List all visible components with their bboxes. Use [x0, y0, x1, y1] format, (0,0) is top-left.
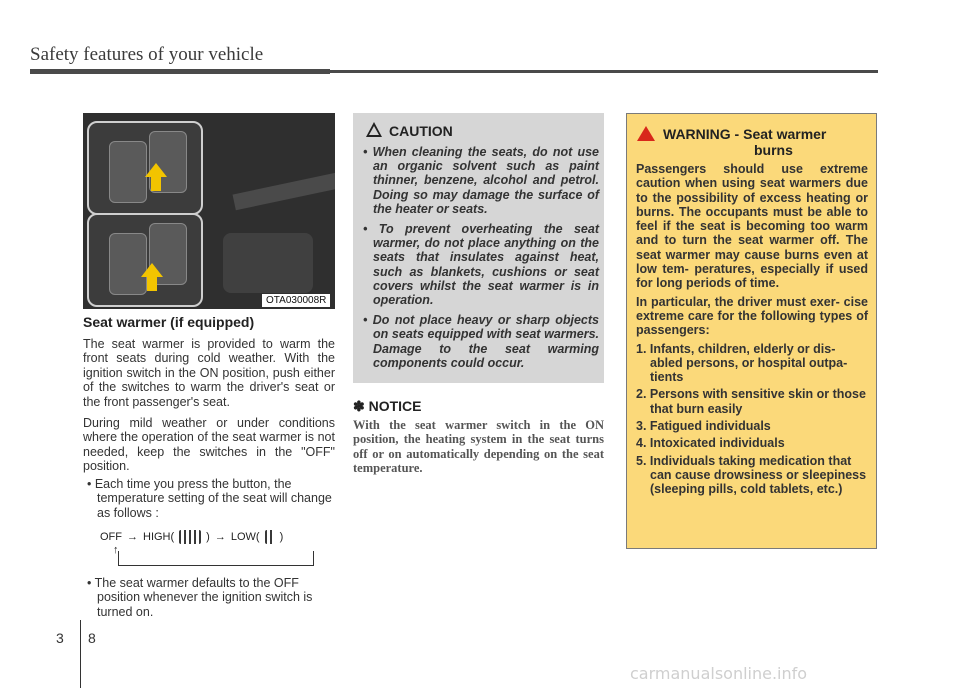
switch-inset-top	[87, 121, 203, 215]
caution-item: • To prevent overheating the seat warmer, do not place anything on the seats that insulates against heat, such as blankets, cushions or seat covers whilst the seat warmer is in operation.	[363, 222, 599, 308]
seat-warmer-photo	[83, 113, 335, 309]
seq-off: OFF	[100, 531, 122, 543]
page-number: 8	[88, 630, 96, 646]
setting-sequence	[100, 530, 283, 544]
seq-low: LOW(	[230, 531, 260, 543]
warning-box	[626, 113, 877, 549]
notice-title: ✽ NOTICE	[353, 398, 422, 414]
heat-high-icon	[179, 530, 201, 544]
switch-inset-bottom	[87, 213, 203, 307]
list-item: 3. Fatigued individuals	[636, 419, 771, 434]
chapter-title: Safety features of your vehicle	[30, 44, 264, 65]
arrow-up-icon	[141, 263, 163, 277]
warning-subtitle: burns	[754, 142, 793, 158]
warning-title: WARNING - Seat warmer	[663, 126, 827, 142]
seq-high-close: )	[206, 531, 210, 543]
seq-arrow: →	[214, 531, 226, 543]
seq-high: HIGH(	[143, 531, 175, 543]
page-number-rule	[80, 620, 81, 688]
heat-low-icon	[265, 530, 275, 544]
warning-paragraph: Passengers should use extreme caution when using seat warmers due to the possibility of excess heating or burns. The occupants must be able to feel if the seat is becoming too warm and to turn the seat warmer off. The seat warmer may cause burns even at low tem- peratures, especially if used for long periods of time.	[636, 162, 868, 291]
caution-item: • When cleaning the seats, do not use an organic solvent such as paint thinner, benzene, alcohol and petrol. Doing so may damage the surface of the heater or seats.	[363, 145, 599, 216]
seq-arrow: →	[127, 531, 138, 543]
paragraph: During mild weather or under conditions where the operation of the seat warmer is not needed, keep the switches in the "OFF" position.	[83, 416, 335, 474]
sequence-loop-arrow: ↑	[113, 544, 119, 556]
warning-body	[636, 162, 868, 500]
paragraph: The seat warmer is provided to warm the front seats during cold weather. With the ignition switch in the ON position, push either of the switches to warm the driver's seat or the front passenger's seat.	[83, 337, 335, 409]
section-heading: Seat warmer (if equipped)	[83, 314, 255, 330]
list-item: 2. Persons with sensitive skin or those that burn easily	[636, 387, 866, 416]
warning-paragraph: In particular, the driver must exer- cise extreme care for the following types of passengers:	[636, 294, 868, 338]
list-item: 4. Intoxicated individuals	[636, 436, 785, 451]
caution-list	[361, 145, 599, 376]
header-rule-accent	[30, 69, 330, 74]
warning-list	[636, 342, 868, 497]
arrow-up-icon	[145, 163, 167, 177]
caution-item: • Do not place heavy or sharp objects on seats equipped with seat warmers. Damage to the seat warming components could occur.	[363, 313, 599, 370]
list-item: • Each time you press the button, the temperature setting of the seat will change as follows :	[87, 477, 332, 520]
caution-box	[353, 113, 604, 383]
list-item: 5. Individuals taking medication that can cause drowsiness or sleepiness (sleeping pills, cold tablets, etc.)	[636, 453, 867, 497]
photo-caption: OTA030008R	[262, 294, 330, 307]
caution-title: CAUTION	[389, 123, 453, 139]
warning-icon	[637, 126, 655, 141]
watermark: carmanualsonline.info	[630, 664, 808, 683]
list-item: 1. Infants, children, elderly or dis- abled persons, or hospital outpa- tients	[636, 341, 848, 385]
sequence-loop-line	[118, 551, 314, 566]
notice-body: With the seat warmer switch in the ON position, the heating system in the seat turns off or on automatically depending on the seat temperature.	[353, 418, 604, 476]
list-item: • The seat warmer defaults to the OFF position whenever the ignition switch is turned on.	[87, 576, 313, 619]
chapter-number: 3	[56, 630, 64, 646]
seq-low-close: )	[279, 531, 284, 543]
